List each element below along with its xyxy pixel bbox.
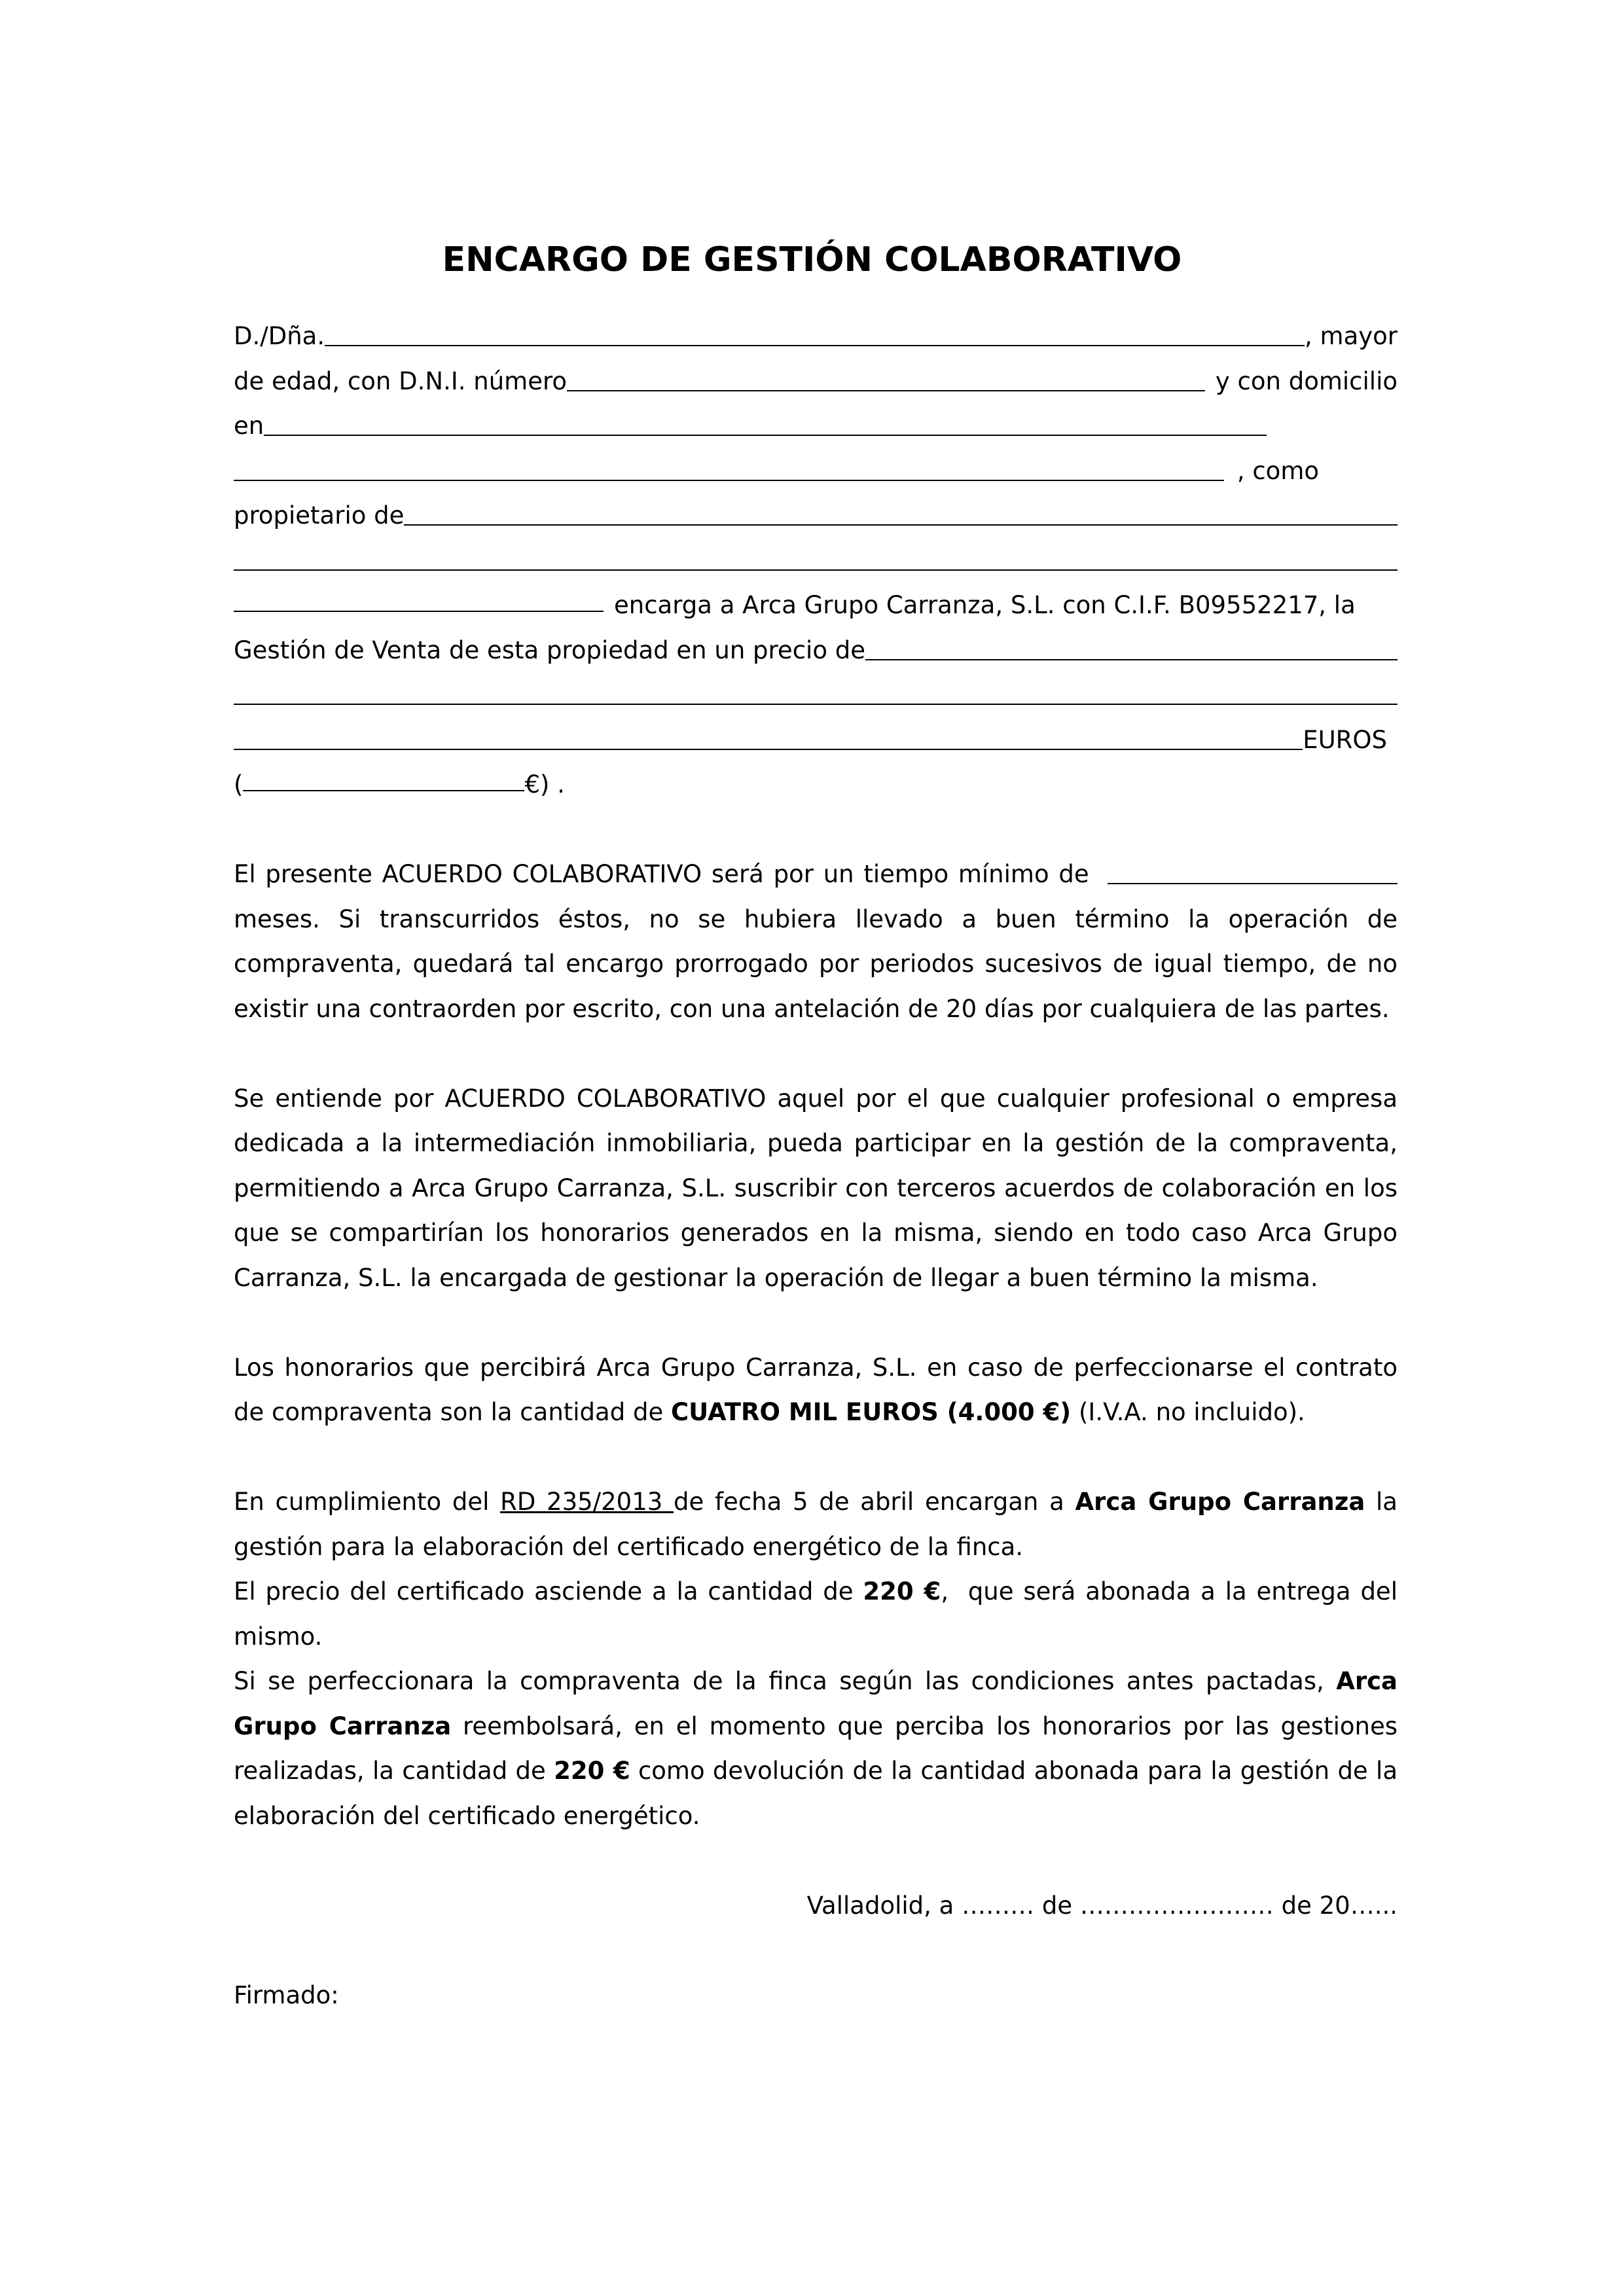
p3-text-c: (I.V.A. no incluido). <box>1078 1398 1305 1426</box>
open-paren: ( <box>234 770 244 798</box>
form-line-price-cont <box>234 673 1398 718</box>
address-suffix: , como <box>1236 456 1319 485</box>
p6-text-b: reembolsará, en el momento que perciba los honorarios por las gestiones realizadas, la cantidad de <box>234 1712 1398 1785</box>
close-paren: €) . <box>524 770 565 798</box>
p4-certificate <box>234 1480 1398 1570</box>
p1-rest: meses. Si transcurridos éstos, no se hubiera llevado a buen término la operación de compraventa, quedará tal encargo prorrogado por periodos sucesivos de igual tiempo, de no existir una contraorden por escrito, con una antelación de 20 días por cualquiera de las partes. <box>234 905 1398 1023</box>
property-end-blank[interactable] <box>234 611 604 612</box>
p6-text-c: como devolución de la cantidad abonada para la gestión de la elaboración del certificado energético. <box>234 1757 1398 1830</box>
p6-company: Arca Grupo Carranza <box>234 1667 1398 1740</box>
name-label: D./Dña. <box>234 322 325 350</box>
p6-amount: 220 € <box>554 1757 630 1785</box>
signed-label: Firmado: <box>234 1981 339 2009</box>
form-line-price-words <box>234 718 1398 763</box>
p3-fees <box>234 1346 1398 1435</box>
address-blank[interactable] <box>264 435 1267 436</box>
p1-first-line <box>234 852 1398 897</box>
form-line-name <box>234 314 1398 359</box>
form-line-address-cont <box>234 449 1398 494</box>
document-title: ENCARGO DE GESTIÓN COLABORATIVO <box>442 240 1182 279</box>
name-blank[interactable] <box>325 345 1305 346</box>
dni-label: de edad, con D.N.I. número <box>234 367 568 395</box>
form-line-commission <box>234 583 1398 628</box>
price-label: Gestión de Venta de esta propiedad en un precio de <box>234 636 865 664</box>
p3-text-a: Los honorarios que percibirá Arca Grupo Carranza, S.L. en caso de perfeccionarse el contrato de compraventa son la cantidad de <box>234 1353 1398 1426</box>
place-date: Valladolid, a ……… de …………………… de 20…... <box>806 1891 1398 1920</box>
p4-text-a: En cumplimiento del <box>234 1488 490 1516</box>
price-blank[interactable] <box>865 659 1398 660</box>
property-blank[interactable] <box>404 524 1398 526</box>
p1-first-text: El presente ACUERDO COLABORATIVO será por un tiempo mínimo de <box>234 860 1089 888</box>
form-line-price-number <box>234 762 1398 808</box>
commission-text: encarga a Arca Grupo Carranza, S.L. con C.I.F. B09552217, la <box>614 591 1356 619</box>
p3-amount: CUATRO MIL EUROS (4.000 €) <box>670 1398 1072 1426</box>
name-suffix: , mayor <box>1305 322 1398 350</box>
address-cont-blank[interactable] <box>234 480 1224 481</box>
property-label: propietario de <box>234 501 405 529</box>
dni-suffix: y con domicilio <box>1215 367 1398 395</box>
months-blank[interactable] <box>1108 883 1398 884</box>
form-line-dni <box>234 359 1398 404</box>
p2-collab-definition: Se entiende por ACUERDO COLABORATIVO aquel por el que cualquier profesional o empresa dedicada a la intermediación inmobiliaria, pueda participar en la gestión de la compraventa, permitiendo a Arca Grupo Carranza, S.L. suscribir con terceros acuerdos de colaboración en los que se compartirían los honorarios generados en la misma, siendo en todo caso Arca Grupo Carranza, S.L. la encargada de gestionar la operación de llegar a buen término la misma. <box>234 1084 1398 1292</box>
address-label: en <box>234 412 264 440</box>
rd-reference: RD 235/2013 <box>500 1488 663 1516</box>
document-body <box>234 314 1405 2018</box>
price-number-blank[interactable] <box>243 790 524 791</box>
p5-amount: 220 € <box>863 1577 941 1605</box>
form-line-address <box>234 404 1398 449</box>
p4-text-b: de fecha 5 de abril encargan a <box>674 1488 1064 1516</box>
p4-company: Arca Grupo Carranza <box>1075 1488 1365 1516</box>
form-line-price <box>234 628 1398 673</box>
p4-text-c: la gestión para la elaboración del certificado energético de la finca. <box>234 1488 1398 1561</box>
dni-blank[interactable] <box>567 390 1205 391</box>
euros-label: EUROS <box>1303 725 1387 754</box>
p5-text-b: , que será abonada a la entrega del mismo. <box>234 1577 1405 1651</box>
form-line-property <box>234 493 1398 539</box>
price-words-blank[interactable] <box>234 749 1303 750</box>
p6-text-a: Si se perfeccionara la compraventa de la finca según las condiciones antes pactadas, <box>234 1667 1324 1695</box>
price-cont-blank[interactable] <box>234 704 1398 705</box>
p6-refund <box>234 1659 1398 1839</box>
property-cont-blank[interactable] <box>234 569 1398 571</box>
p5-text-a: El precio del certificado asciende a la cantidad de <box>234 1577 854 1605</box>
form-line-property-cont <box>234 539 1398 584</box>
p5-price <box>234 1570 1405 1659</box>
